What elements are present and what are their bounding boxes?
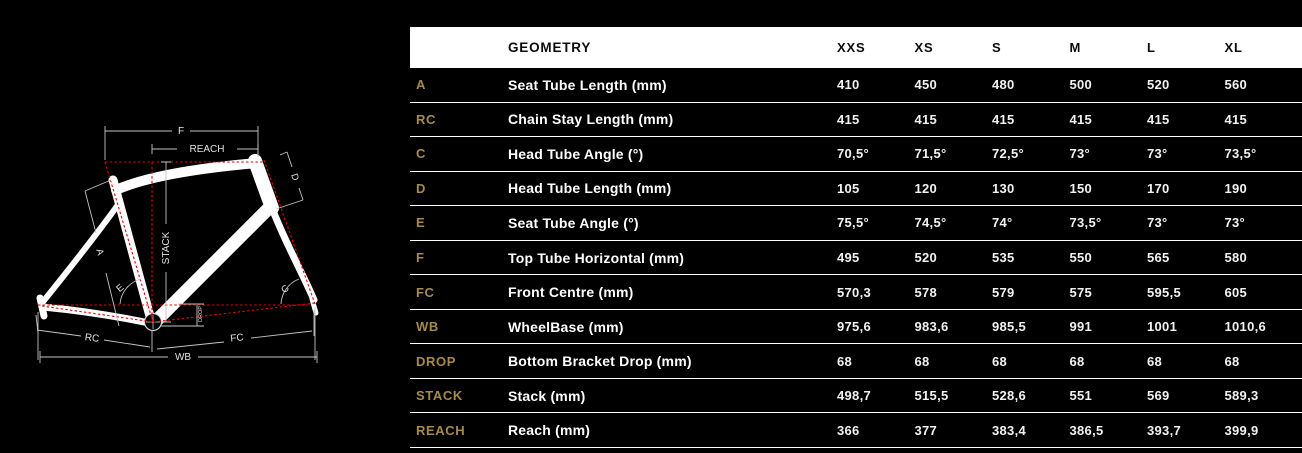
row-name: Head Tube Length (mm) xyxy=(508,180,837,196)
row-value: 415 xyxy=(992,112,1070,127)
row-name: Reach (mm) xyxy=(508,422,837,438)
row-value: 68 xyxy=(1225,354,1302,369)
row-value: 570,3 xyxy=(837,285,915,300)
row-value: 528,6 xyxy=(992,388,1070,403)
row-code: E xyxy=(410,215,508,230)
column-header-size: S xyxy=(992,40,1070,55)
row-value: 415 xyxy=(1225,112,1302,127)
row-name: Top Tube Horizontal (mm) xyxy=(508,250,837,266)
row-code: A xyxy=(410,77,508,92)
dim-label-reach: REACH xyxy=(189,144,224,155)
row-value: 74,5° xyxy=(915,215,993,230)
table-header-row xyxy=(410,27,1302,68)
table-row xyxy=(410,103,1302,138)
dim-label-f: F xyxy=(178,126,184,137)
column-header-size: XXS xyxy=(837,40,915,55)
row-name: Seat Tube Length (mm) xyxy=(508,77,837,93)
row-value: 68 xyxy=(1070,354,1148,369)
row-value: 1010,6 xyxy=(1225,319,1302,334)
row-value: 73° xyxy=(1070,146,1148,161)
row-value: 595,5 xyxy=(1147,285,1225,300)
dim-label-a: A xyxy=(93,248,105,258)
row-value: 515,5 xyxy=(915,388,993,403)
dim-label-stack: STACK xyxy=(161,231,172,264)
row-value: 589,3 xyxy=(1225,388,1302,403)
row-value: 190 xyxy=(1225,181,1302,196)
row-code: D xyxy=(410,181,508,196)
row-value: 991 xyxy=(1070,319,1148,334)
row-name: Front Centre (mm) xyxy=(508,284,837,300)
geometry-table xyxy=(410,27,1302,448)
row-value: 68 xyxy=(837,354,915,369)
row-value: 73,5° xyxy=(1225,146,1302,161)
row-value: 985,5 xyxy=(992,319,1070,334)
row-value: 975,6 xyxy=(837,319,915,334)
row-value: 68 xyxy=(1147,354,1225,369)
row-value: 70,5° xyxy=(837,146,915,161)
row-name: WheelBase (mm) xyxy=(508,319,837,335)
row-value: 72,5° xyxy=(992,146,1070,161)
row-value: 150 xyxy=(1070,181,1148,196)
row-value: 569 xyxy=(1147,388,1225,403)
frame-geometry-diagram xyxy=(0,0,410,448)
dim-label-c: C xyxy=(279,283,292,296)
dim-label-fc: FC xyxy=(230,332,244,344)
row-value: 575 xyxy=(1070,285,1148,300)
row-value: 498,7 xyxy=(837,388,915,403)
row-name: Bottom Bracket Drop (mm) xyxy=(508,353,837,369)
column-header-size: M xyxy=(1070,40,1148,55)
row-code: FC xyxy=(410,285,508,300)
row-name: Head Tube Angle (°) xyxy=(508,146,837,162)
row-code: DROP xyxy=(410,354,508,369)
dim-label-e: E xyxy=(114,282,126,295)
row-value: 535 xyxy=(992,250,1070,265)
row-value: 520 xyxy=(1147,77,1225,92)
fork xyxy=(272,208,314,300)
row-code: STACK xyxy=(410,388,508,403)
dim-label-wb: WB xyxy=(175,352,191,363)
row-value: 551 xyxy=(1070,388,1148,403)
row-code: C xyxy=(410,146,508,161)
chain-stay xyxy=(43,307,149,323)
row-name: Chain Stay Length (mm) xyxy=(508,111,837,127)
head-tube xyxy=(255,161,272,208)
row-value: 500 xyxy=(1070,77,1148,92)
row-value: 383,4 xyxy=(992,423,1070,438)
row-name: Stack (mm) xyxy=(508,388,837,404)
row-value: 580 xyxy=(1225,250,1302,265)
table-body xyxy=(410,68,1302,448)
bottom-bracket-marker xyxy=(145,314,162,331)
row-value: 450 xyxy=(915,77,993,92)
table-row xyxy=(410,206,1302,241)
table-row xyxy=(410,310,1302,345)
row-value: 366 xyxy=(837,423,915,438)
row-value: 399,9 xyxy=(1225,423,1302,438)
row-code: F xyxy=(410,250,508,265)
table-row xyxy=(410,172,1302,207)
frame-geometry-svg xyxy=(0,0,410,448)
row-value: 415 xyxy=(1070,112,1148,127)
row-value: 71,5° xyxy=(915,146,993,161)
row-value: 120 xyxy=(915,181,993,196)
row-value: 73° xyxy=(1147,215,1225,230)
row-value: 386,5 xyxy=(1070,423,1148,438)
row-value: 68 xyxy=(915,354,993,369)
row-value: 578 xyxy=(915,285,993,300)
row-value: 605 xyxy=(1225,285,1302,300)
row-value: 520 xyxy=(915,250,993,265)
row-value: 415 xyxy=(1147,112,1225,127)
row-name: Seat Tube Angle (°) xyxy=(508,215,837,231)
bike-frame xyxy=(40,161,316,323)
row-value: 377 xyxy=(915,423,993,438)
down-tube xyxy=(156,209,268,321)
row-value: 105 xyxy=(837,181,915,196)
dim-label-drop: DROP xyxy=(198,306,204,322)
table-row xyxy=(410,68,1302,103)
row-value: 560 xyxy=(1225,77,1302,92)
seat-tube xyxy=(113,180,151,320)
rear-dropout xyxy=(40,298,44,316)
row-value: 130 xyxy=(992,181,1070,196)
row-value: 415 xyxy=(837,112,915,127)
table-title: GEOMETRY xyxy=(508,40,837,55)
table-row xyxy=(410,275,1302,310)
table-row xyxy=(410,241,1302,276)
row-value: 579 xyxy=(992,285,1070,300)
column-header-size: XS xyxy=(915,40,993,55)
top-tube xyxy=(116,163,258,190)
row-value: 73,5° xyxy=(1070,215,1148,230)
table-row xyxy=(410,344,1302,379)
row-value: 565 xyxy=(1147,250,1225,265)
table-row xyxy=(410,379,1302,414)
row-value: 410 xyxy=(837,77,915,92)
row-value: 495 xyxy=(837,250,915,265)
row-value: 393,7 xyxy=(1147,423,1225,438)
row-value: 73° xyxy=(1225,215,1302,230)
row-code: WB xyxy=(410,319,508,334)
row-value: 74° xyxy=(992,215,1070,230)
dim-label-d: D xyxy=(288,172,301,182)
dim-d xyxy=(276,152,303,209)
row-value: 480 xyxy=(992,77,1070,92)
row-code: RC xyxy=(410,112,508,127)
row-value: 550 xyxy=(1070,250,1148,265)
row-value: 415 xyxy=(915,112,993,127)
row-value: 170 xyxy=(1147,181,1225,196)
seat-stay xyxy=(42,202,120,303)
column-header-size: XL xyxy=(1225,40,1302,55)
row-value: 75,5° xyxy=(837,215,915,230)
row-value: 983,6 xyxy=(915,319,993,334)
row-value: 73° xyxy=(1147,146,1225,161)
column-header-size: L xyxy=(1147,40,1225,55)
table-row xyxy=(410,137,1302,172)
dim-label-rc: RC xyxy=(84,332,100,345)
row-value: 68 xyxy=(992,354,1070,369)
table-row xyxy=(410,413,1302,448)
row-value: 1001 xyxy=(1147,319,1225,334)
row-code: REACH xyxy=(410,423,508,438)
